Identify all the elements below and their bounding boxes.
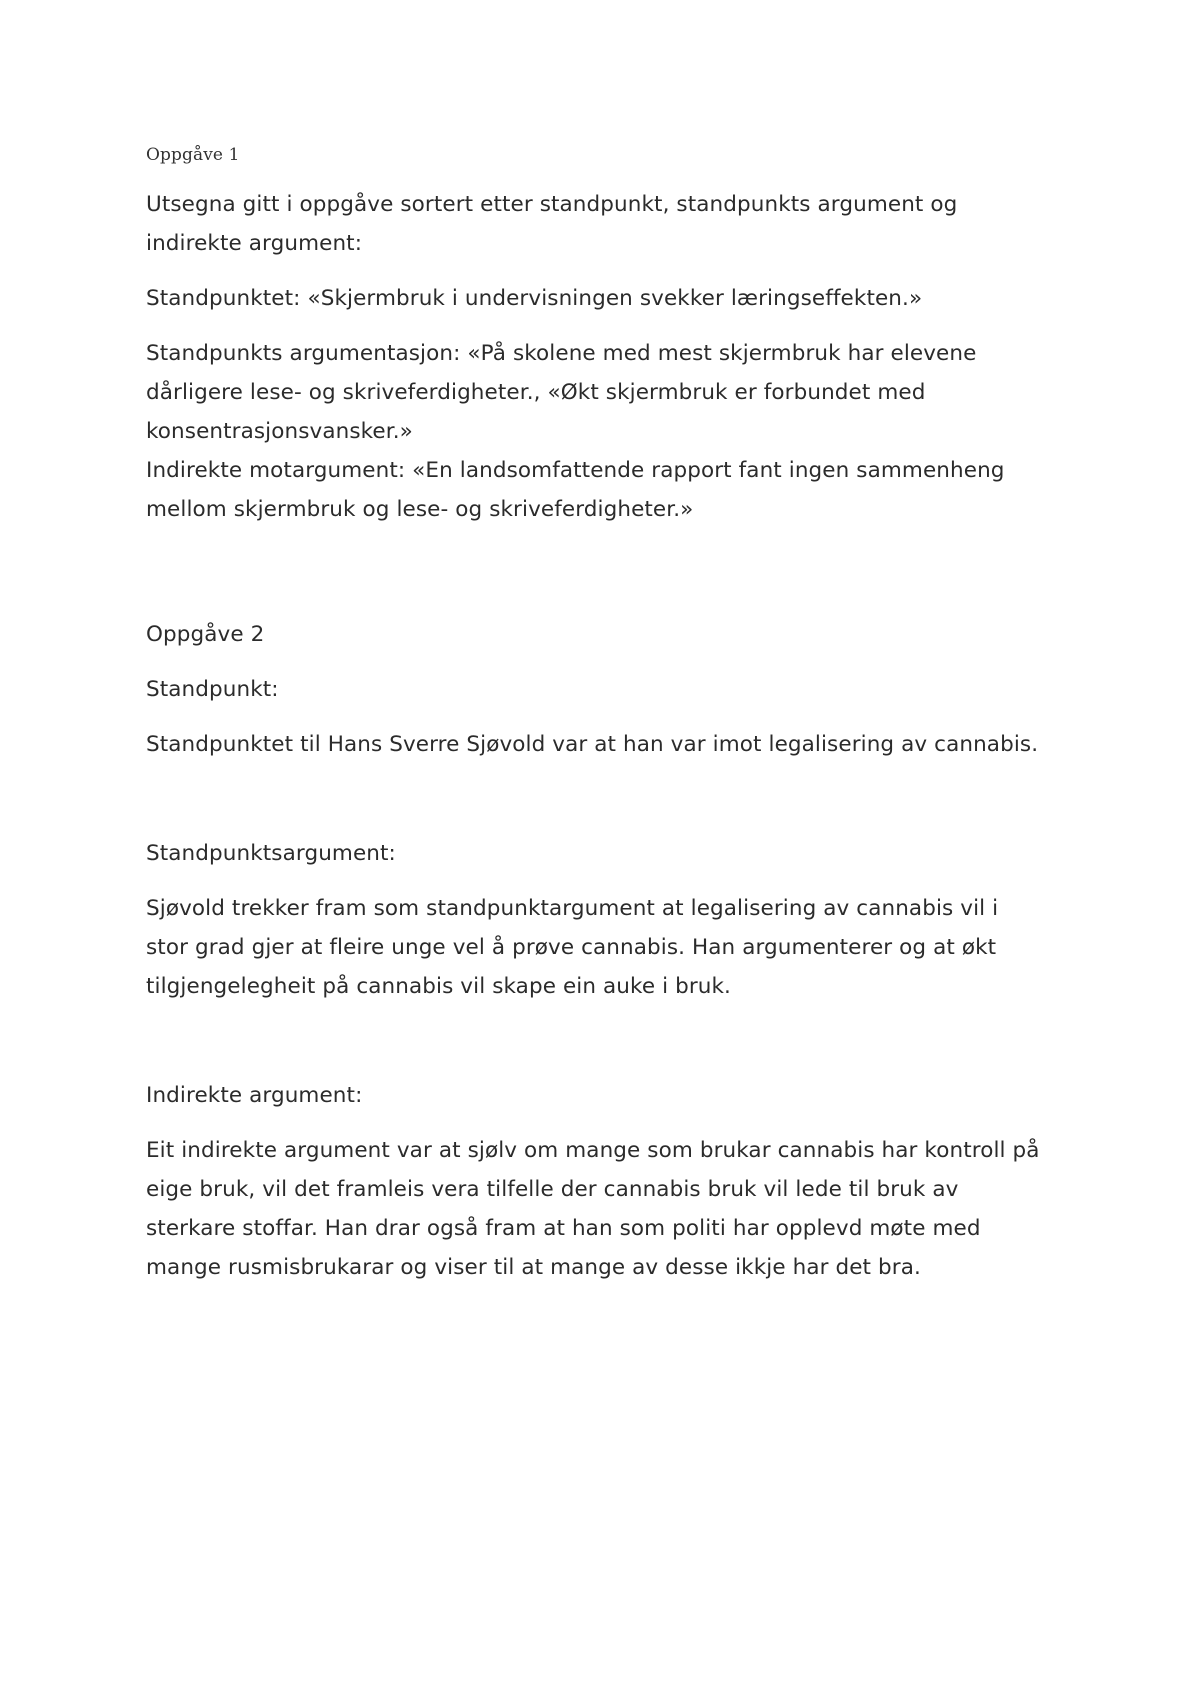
document-body: [146, 143, 1046, 1287]
task2-argument-label: Standpunktsargument:: [146, 841, 396, 866]
spacer: [146, 764, 1046, 834]
task1-counter-argument: Indirekte motargument: «En landsomfattende rapport fant ingen sammenheng mellom skjermbruk og lese- og skriveferdigheter.»: [146, 458, 1005, 522]
spacer: [146, 1006, 1046, 1076]
task1-intro: Utsegna gitt i oppgåve sortert etter standpunkt, standpunkts argument og indirekte argument:: [146, 192, 958, 256]
task2-standpoint-text: Standpunktet til Hans Sverre Sjøvold var at han var imot legalisering av cannabis.: [146, 732, 1039, 757]
task2-heading: Oppgåve 2: [146, 622, 265, 647]
task1-standpoint: Standpunktet: «Skjermbruk i undervisningen svekker læringseffekten.»: [146, 286, 923, 311]
task2-standpoint-label: Standpunkt:: [146, 677, 279, 702]
task2-indirect-text: Eit indirekte argument var at sjølv om mange som brukar cannabis har kontroll på eige bruk, vil det framleis vera tilfelle der cannabis bruk vil lede til bruk av sterkare stoffar. Han drar også fram at han som politi har opplevd møte med mange rusmisbrukarar og viser til at mange av desse ikkje har det bra.: [146, 1138, 1040, 1280]
task2-argument-text: Sjøvold trekker fram som standpunktargument at legalisering av cannabis vil i stor grad gjer at fleire unge vel å prøve cannabis. Han argumenterer og at økt tilgjengelegheit på cannabis vil skape ein auke i bruk.: [146, 896, 999, 999]
spacer: [146, 529, 1046, 615]
task1-argumentation: Standpunkts argumentasjon: «På skolene med mest skjermbruk har elevene dårligere lese- og skriveferdigheter., «Økt skjermbruk er forbundet med konsentrasjonsvansker.»: [146, 341, 977, 444]
task1-heading: Oppgåve 1: [146, 145, 240, 165]
task2-indirect-label: Indirekte argument:: [146, 1083, 363, 1108]
